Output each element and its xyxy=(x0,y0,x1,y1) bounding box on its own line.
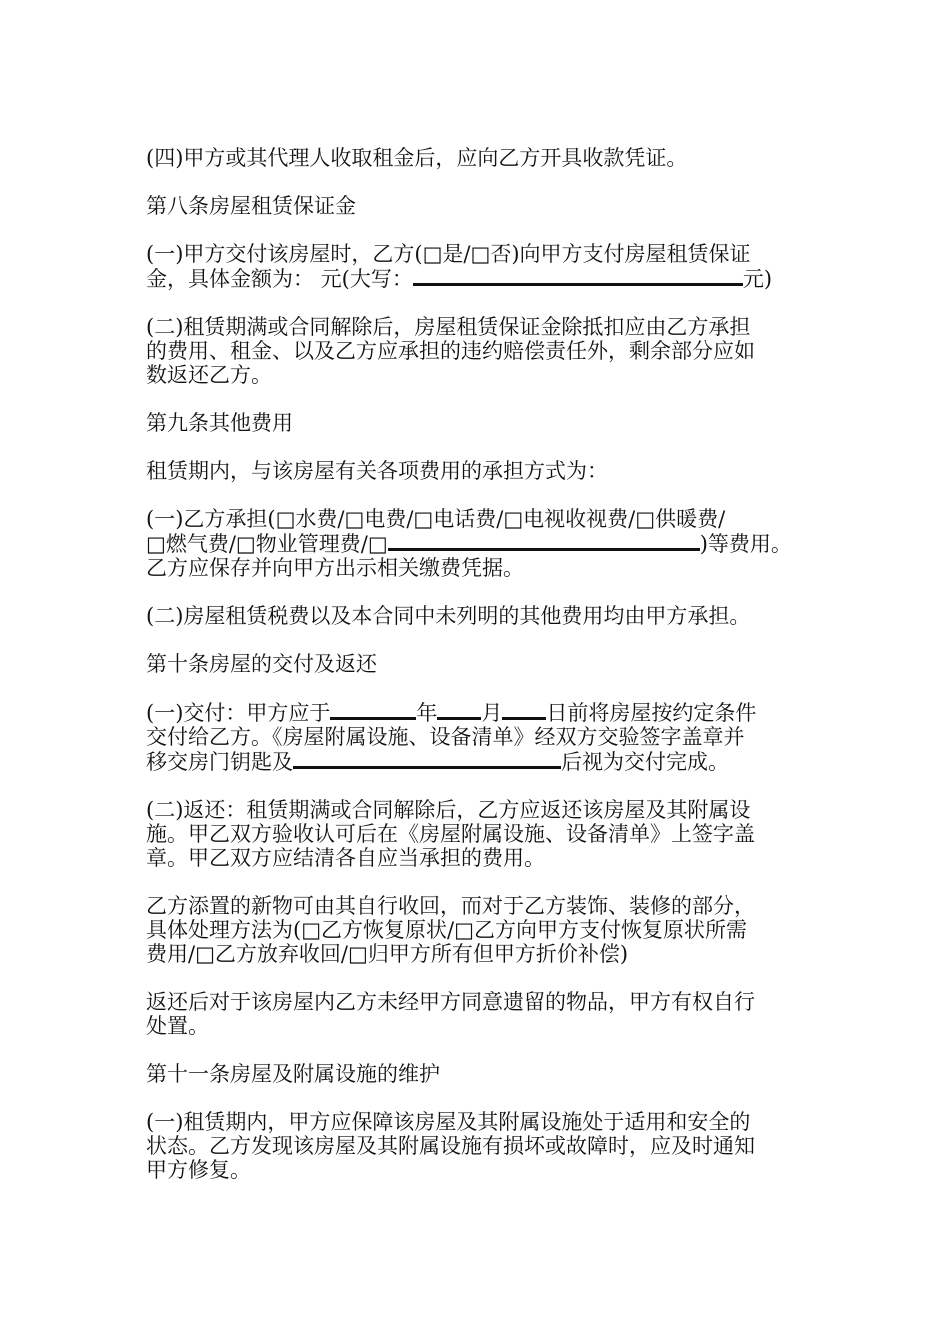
paragraph-fees-tenant xyxy=(146,507,826,580)
section-heading: 第八条房屋租赁保证金 xyxy=(146,194,356,218)
text-line xyxy=(146,531,826,556)
paragraph-additions xyxy=(146,894,826,966)
text-segment: 月 xyxy=(481,701,503,725)
paragraph-maintenance xyxy=(146,1110,826,1182)
paragraph-delivery xyxy=(146,700,826,774)
text-line: 处置。 xyxy=(146,1014,209,1038)
section-heading: 第十条房屋的交付及返还 xyxy=(146,652,377,676)
text-line: (一)租赁期内，甲方应保障该房屋及其附属设施处于适用和安全的 xyxy=(146,1110,751,1134)
paragraph-left-items xyxy=(146,990,826,1038)
paragraph-fees-intro xyxy=(146,459,826,483)
text-line: 施。甲乙双方验收认可后在《房屋附属设施、设备清单》上签字盖 xyxy=(146,822,755,846)
document-page xyxy=(146,146,826,1206)
article-8-heading xyxy=(146,194,826,218)
article-9-heading xyxy=(146,411,826,435)
text-line: 具体处理方法为(□乙方恢复原状/□乙方向甲方支付恢复原状所需 xyxy=(146,918,747,942)
blank-line xyxy=(388,531,700,551)
article-10-heading xyxy=(146,652,826,676)
blank-line xyxy=(293,749,561,769)
text-line: (四)甲方或其代理人收取租金后，应向乙方开具收款凭证。 xyxy=(146,146,688,170)
paragraph-deposit-refund xyxy=(146,315,826,387)
text-line: 数返还乙方。 xyxy=(146,363,272,387)
section-heading: 第十一条房屋及附属设施的维护 xyxy=(146,1062,440,1086)
text-segment: 元) xyxy=(742,267,773,291)
text-segment: 移交房门钥匙及 xyxy=(146,750,293,774)
text-line: (二)房屋租赁税费以及本合同中未列明的其他费用均由甲方承担。 xyxy=(146,604,751,628)
text-line: 费用/□乙方放弃收回/□归甲方所有但甲方折价补偿) xyxy=(146,942,629,966)
blank-line xyxy=(413,266,743,286)
text-segment: )等费用。 xyxy=(699,532,792,556)
text-segment: 金，具体金额为： 元(大写： xyxy=(146,267,413,291)
text-line xyxy=(146,700,826,725)
text-line: 交付给乙方。《房屋附属设施、设备清单》经双方交验签字盖章并 xyxy=(146,725,745,749)
section-heading: 第九条其他费用 xyxy=(146,411,293,435)
text-segment: □燃气费/□物业管理费/□ xyxy=(146,532,388,556)
paragraph-fees-landlord xyxy=(146,604,826,628)
text-line: 状态。乙方发现该房屋及其附属设施有损坏或故障时，应及时通知 xyxy=(146,1134,755,1158)
text-line: 的费用、租金、以及乙方应承担的违约赔偿责任外，剩余部分应如 xyxy=(146,339,755,363)
text-segment: 后视为交付完成。 xyxy=(561,750,729,774)
blank-line xyxy=(330,700,416,720)
blank-line xyxy=(437,700,481,720)
text-line: 返还后对于该房屋内乙方未经甲方同意遗留的物品，甲方有权自行 xyxy=(146,990,755,1014)
text-segment: 日前将房屋按约定条件 xyxy=(546,701,757,725)
text-line: 甲方修复。 xyxy=(146,1158,251,1182)
text-segment: (一)交付：甲方应于 xyxy=(146,701,331,725)
paragraph-deposit xyxy=(146,242,826,291)
text-line xyxy=(146,749,826,774)
paragraph-return xyxy=(146,798,826,870)
blank-line xyxy=(502,700,546,720)
article-11-heading xyxy=(146,1062,826,1086)
text-line: 章。甲乙双方应结清各自应当承担的费用。 xyxy=(146,846,545,870)
text-line xyxy=(146,266,826,291)
text-line: 乙方添置的新物可由其自行收回，而对于乙方装饰、装修的部分， xyxy=(146,894,755,918)
text-line: 租赁期内，与该房屋有关各项费用的承担方式为： xyxy=(146,459,608,483)
text-segment: 年 xyxy=(416,701,438,725)
text-line: (一)甲方交付该房屋时，乙方(□是/□否)向甲方支付房屋租赁保证 xyxy=(146,242,751,266)
text-line: (二)返还：租赁期满或合同解除后，乙方应返还该房屋及其附属设 xyxy=(146,798,751,822)
text-line: (一)乙方承担(□水费/□电费/□电话费/□电视收视费/□供暖费/ xyxy=(146,507,726,531)
text-line: 乙方应保存并向甲方出示相关缴费凭据。 xyxy=(146,556,524,580)
paragraph-4-receipt xyxy=(146,146,826,170)
text-line: (二)租赁期满或合同解除后，房屋租赁保证金除抵扣应由乙方承担 xyxy=(146,315,751,339)
